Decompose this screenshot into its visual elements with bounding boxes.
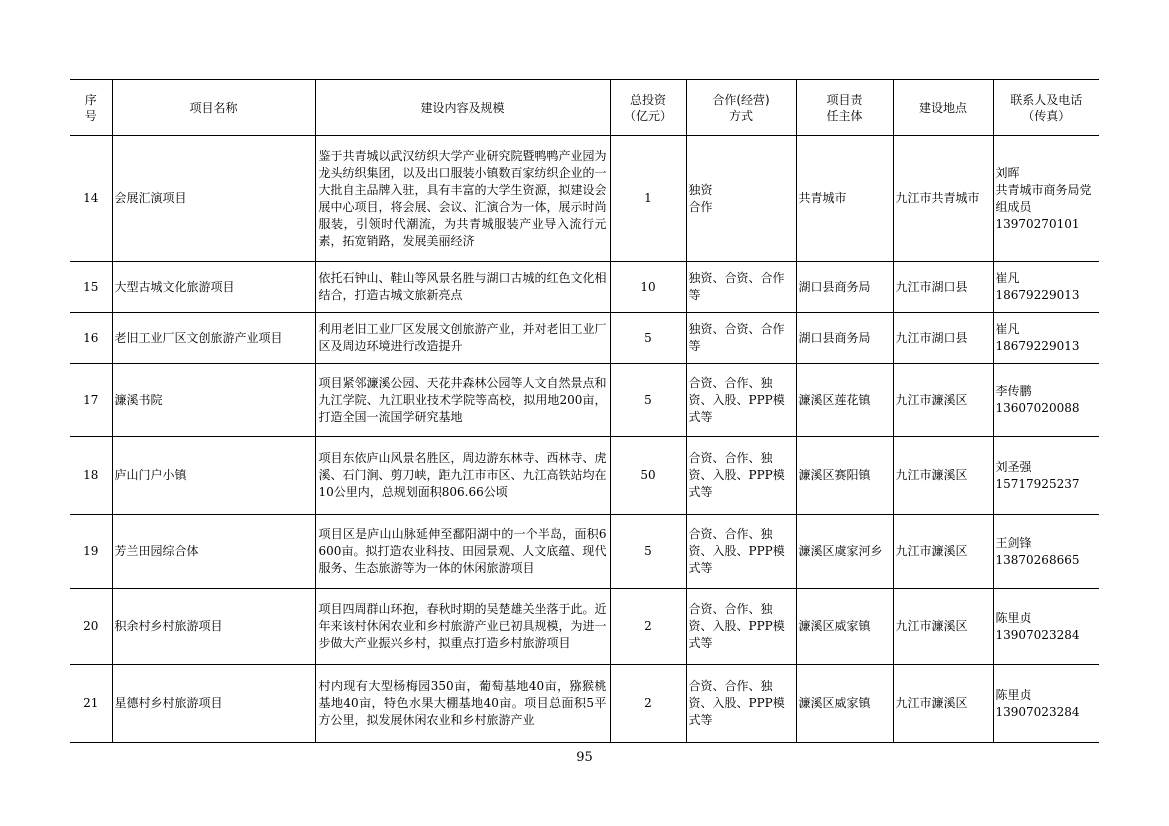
cell-serial-number: 16	[70, 313, 112, 364]
table-row	[70, 589, 1099, 665]
cell-cooperation-mode: 合资、合作、独资、入股、PPP模式等	[686, 665, 796, 743]
cell-serial-number: 21	[70, 665, 112, 743]
cell-location: 九江市濂溪区	[893, 515, 993, 589]
cell-cooperation-mode: 合资、合作、独资、入股、PPP模式等	[686, 364, 796, 437]
cell-cooperation-mode: 合资、合作、独资、入股、PPP模式等	[686, 437, 796, 515]
cell-serial-number: 19	[70, 515, 112, 589]
cell-location: 九江市濂溪区	[893, 364, 993, 437]
cell-location: 九江市濂溪区	[893, 665, 993, 743]
page-number: 95	[576, 750, 593, 765]
cell-contact: 崔凡 18679229013	[993, 262, 1099, 313]
cell-construction-content: 项目区是庐山山脉延伸至鄱阳湖中的一个半岛，面积6600亩。拟打造农业科技、田园景观、人文底蕴、现代服务、生态旅游等为一体的休闲旅游项目	[315, 515, 610, 589]
cell-cooperation-mode: 合资、合作、独资、入股、PPP模式等	[686, 589, 796, 665]
cell-cooperation-mode: 合资、合作、独资、入股、PPP模式等	[686, 515, 796, 589]
cell-construction-content: 项目紧邻濂溪公园、天花井森林公园等人文自然景点和九江学院、九江职业技术学院等高校，拟用地200亩，打造全国一流国学研究基地	[315, 364, 610, 437]
cell-project-name: 大型古城文化旅游项目	[112, 262, 315, 313]
table-header-row	[70, 80, 1099, 136]
cell-construction-content: 利用老旧工业厂区发展文创旅游产业，并对老旧工业厂区及周边环境进行改造提升	[315, 313, 610, 364]
cell-total-investment: 5	[610, 515, 686, 589]
cell-total-investment: 5	[610, 313, 686, 364]
header-project-name: 项目名称	[112, 80, 315, 136]
cell-responsible-entity: 濂溪区虞家河乡	[796, 515, 893, 589]
table-row	[70, 136, 1099, 262]
cell-project-name: 庐山门户小镇	[112, 437, 315, 515]
cell-contact: 刘圣强 15717925237	[993, 437, 1099, 515]
cell-location: 九江市共青城市	[893, 136, 993, 262]
table-row	[70, 437, 1099, 515]
cell-serial-number: 15	[70, 262, 112, 313]
header-contact: 联系人及电话 （传真）	[993, 80, 1099, 136]
cell-responsible-entity: 濂溪区威家镇	[796, 665, 893, 743]
cell-construction-content: 村内现有大型杨梅园350亩，葡萄基地40亩，猕猴桃基地40亩，特色水果大棚基地40亩。项目总面积5平方公里，拟发展休闲农业和乡村旅游产业	[315, 665, 610, 743]
cell-responsible-entity: 共青城市	[796, 136, 893, 262]
header-location: 建设地点	[893, 80, 993, 136]
header-cooperation-mode: 合作(经营) 方式	[686, 80, 796, 136]
cell-total-investment: 50	[610, 437, 686, 515]
header-total-investment: 总投资 （亿元）	[610, 80, 686, 136]
cell-total-investment: 10	[610, 262, 686, 313]
cell-responsible-entity: 濂溪区威家镇	[796, 589, 893, 665]
cell-project-name: 会展汇演项目	[112, 136, 315, 262]
cell-contact: 李传鹏 13607020088	[993, 364, 1099, 437]
cell-contact: 刘晖 共青城市商务局党组成员 13970270101	[993, 136, 1099, 262]
cell-construction-content: 项目四周群山环抱，春秋时期的吴楚雄关坐落于此。近年来该村休闲农业和乡村旅游产业已初具规模，为进一步做大产业振兴乡村，拟重点打造乡村旅游项目	[315, 589, 610, 665]
table-row	[70, 515, 1099, 589]
cell-construction-content: 项目东依庐山风景名胜区，周边游东林寺、西林寺、虎溪、石门涧、剪刀峡，距九江市市区、九江高铁站均在10公里内，总规划面积806.66公顷	[315, 437, 610, 515]
cell-cooperation-mode: 独资、合资、合作等	[686, 262, 796, 313]
cell-construction-content: 依托石钟山、鞋山等风景名胜与湖口古城的红色文化相结合，打造古城文旅新亮点	[315, 262, 610, 313]
header-responsible-entity: 项目责 任主体	[796, 80, 893, 136]
cell-location: 九江市湖口县	[893, 313, 993, 364]
header-construction-content: 建设内容及规模	[315, 80, 610, 136]
cell-responsible-entity: 濂溪区赛阳镇	[796, 437, 893, 515]
cell-total-investment: 1	[610, 136, 686, 262]
cell-contact: 王剑锋 13870268665	[993, 515, 1099, 589]
table-row	[70, 262, 1099, 313]
cell-responsible-entity: 湖口县商务局	[796, 313, 893, 364]
cell-project-name: 芳兰田园综合体	[112, 515, 315, 589]
cell-project-name: 濂溪书院	[112, 364, 315, 437]
cell-cooperation-mode: 独资 合作	[686, 136, 796, 262]
header-serial-number: 序 号	[70, 80, 112, 136]
cell-total-investment: 2	[610, 665, 686, 743]
project-table	[70, 79, 1099, 743]
table-row	[70, 364, 1099, 437]
cell-cooperation-mode: 独资、合资、合作等	[686, 313, 796, 364]
cell-contact: 崔凡 18679229013	[993, 313, 1099, 364]
table-row	[70, 313, 1099, 364]
cell-contact: 陈里贞 13907023284	[993, 589, 1099, 665]
cell-serial-number: 14	[70, 136, 112, 262]
cell-total-investment: 2	[610, 589, 686, 665]
cell-responsible-entity: 湖口县商务局	[796, 262, 893, 313]
cell-location: 九江市濂溪区	[893, 589, 993, 665]
cell-responsible-entity: 濂溪区莲花镇	[796, 364, 893, 437]
cell-location: 九江市湖口县	[893, 262, 993, 313]
cell-serial-number: 17	[70, 364, 112, 437]
cell-construction-content: 鉴于共青城以武汉纺织大学产业研究院暨鸭鸭产业园为龙头纺织集团，以及出口服装小镇数百家纺织企业的一大批自主品牌入驻，具有丰富的大学生资源，拟建设会展中心项目，将会展、会议、汇演合为一体，展示时尚服装，引领时代潮流，为共青城服装产业导入流行元素，拓宽销路，发展美丽经济	[315, 136, 610, 262]
cell-project-name: 积余村乡村旅游项目	[112, 589, 315, 665]
cell-total-investment: 5	[610, 364, 686, 437]
cell-location: 九江市濂溪区	[893, 437, 993, 515]
table-row	[70, 665, 1099, 743]
cell-serial-number: 20	[70, 589, 112, 665]
cell-project-name: 星德村乡村旅游项目	[112, 665, 315, 743]
cell-contact: 陈里贞 13907023284	[993, 665, 1099, 743]
cell-project-name: 老旧工业厂区文创旅游产业项目	[112, 313, 315, 364]
cell-serial-number: 18	[70, 437, 112, 515]
